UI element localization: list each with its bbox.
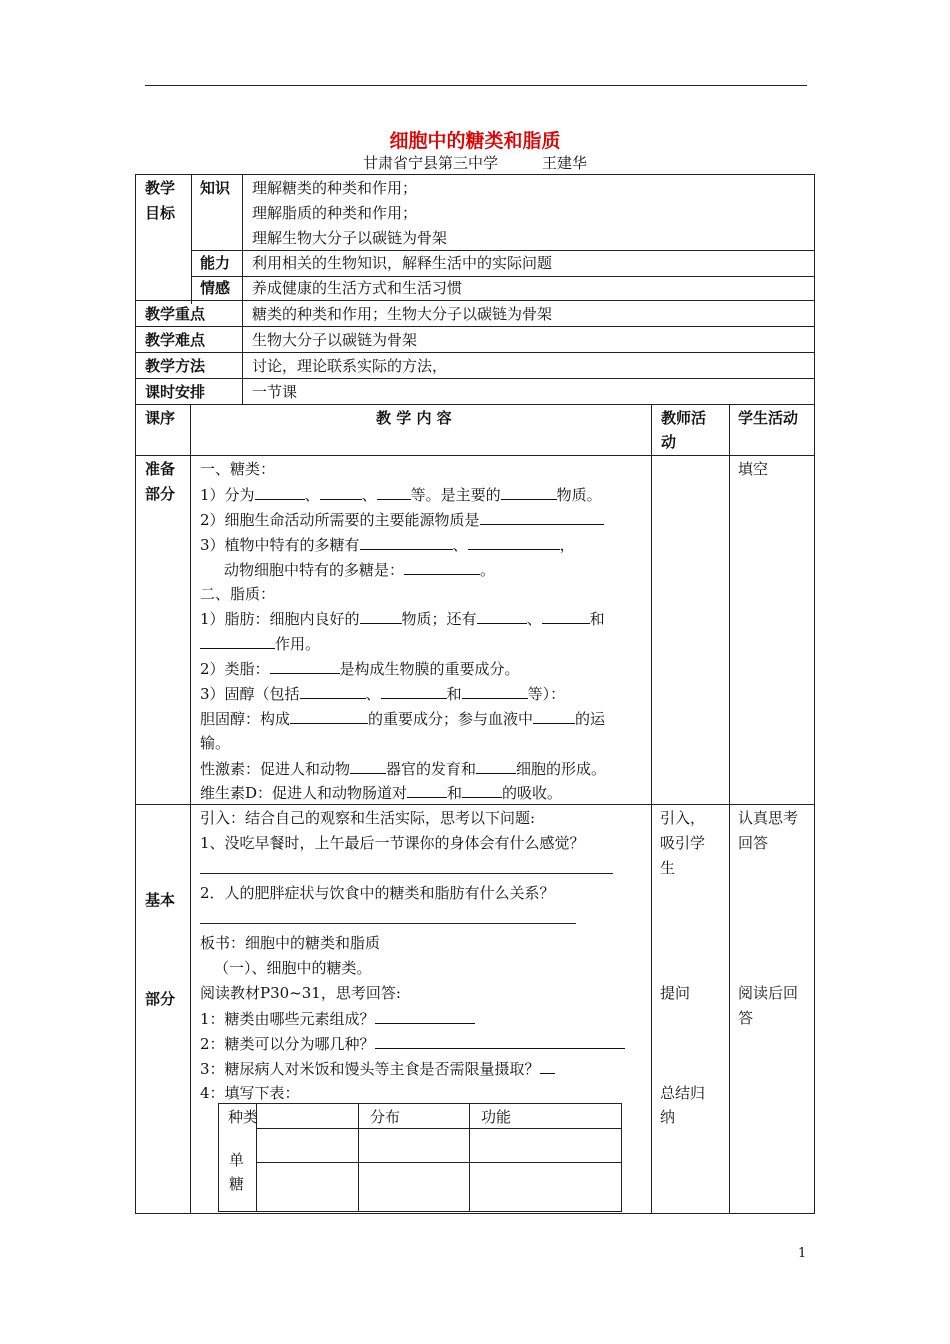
answer-line bbox=[200, 873, 613, 874]
prep-line: 3）植物中特有的多糖有 、 ， bbox=[200, 536, 575, 554]
prep-line: 胆固醇：构成 的重要成分；参与血液中 的运 bbox=[200, 710, 606, 728]
student-activity: 阅读后回 bbox=[738, 984, 799, 1002]
page-title: 细胞中的糖类和脂质 bbox=[389, 130, 561, 152]
prep-line: 2）细胞生命活动所需要的主要能源物质是 bbox=[200, 509, 604, 530]
prep-line: 二、脂质： bbox=[200, 585, 276, 603]
basic-line: 2．人的肥胖症状与饮食中的糖类和脂肪有什么关系？ bbox=[200, 884, 555, 902]
col-student: 学生活动 bbox=[738, 409, 799, 427]
basic-line: 3：糖尿病人对米饭和馒头等主食是否需限量摄取？ bbox=[200, 1058, 555, 1079]
student-activity: 答 bbox=[738, 1009, 754, 1027]
method-label: 教学方法 bbox=[145, 357, 206, 375]
basic-line: 2：糖类可以分为哪几种？ bbox=[200, 1033, 625, 1054]
col-order: 课序 bbox=[145, 409, 176, 427]
subtable-row-label-1: 单 bbox=[229, 1151, 245, 1169]
prep-line: 作用。 bbox=[200, 633, 320, 654]
school-name: 甘肃省宁县第三中学 bbox=[362, 154, 498, 172]
teacher-activity: 纳 bbox=[660, 1108, 676, 1126]
student-activity: 回答 bbox=[738, 834, 769, 852]
prep-line: 2）类脂： 是构成生物膜的重要成分。 bbox=[200, 660, 520, 678]
emotion-text: 养成健康的生活方式和生活习惯 bbox=[252, 279, 463, 297]
focus-label: 教学重点 bbox=[145, 305, 206, 323]
schedule-value: 一节课 bbox=[252, 383, 298, 401]
teacher-activity: 吸引学 bbox=[660, 834, 706, 852]
basic-line: 4：填写下表： bbox=[200, 1084, 300, 1102]
basic-line: 1、没吃早餐时，上午最后一节课你的身体会有什么感觉？ bbox=[200, 834, 585, 852]
student-activity: 认真思考 bbox=[738, 809, 799, 827]
schedule-label: 课时安排 bbox=[145, 383, 206, 401]
knowledge-line-3: 理解生物大分子以碳链为骨架 bbox=[252, 229, 448, 247]
prep-label-1: 准备 bbox=[145, 460, 176, 478]
ability-text: 利用相关的生物知识，解释生活中的实际问题 bbox=[252, 254, 553, 272]
basic-line: （一）、细胞中的糖类。 bbox=[214, 959, 372, 977]
basic-label-1: 基本 bbox=[145, 891, 176, 909]
page-number: 1 bbox=[798, 1246, 807, 1261]
knowledge-line-2: 理解脂质的种类和作用； bbox=[252, 204, 418, 222]
author-name: 王建华 bbox=[542, 154, 588, 172]
col-content: 教 学 内 容 bbox=[376, 409, 452, 427]
method-value: 讨论，理论联系实际的方法， bbox=[252, 357, 448, 375]
prep-line: 一、糖类： bbox=[200, 460, 276, 478]
basic-line: 板书：细胞中的糖类和脂质 bbox=[200, 934, 381, 952]
answer-line bbox=[200, 923, 576, 924]
basic-line: 1：糖类由哪些元素组成？ bbox=[200, 1008, 475, 1029]
subtable-header-type: 种类 bbox=[228, 1108, 259, 1126]
col-teacher-2: 动 bbox=[661, 433, 677, 451]
prep-line: 动物细胞中特有的多糖是： 。 bbox=[224, 561, 496, 579]
objectives-label-1: 教学 bbox=[145, 179, 176, 197]
difficulty-value: 生物大分子以碳链为骨架 bbox=[252, 331, 418, 349]
prep-line: 维生素D：促进人和动物肠道对 和 的吸收。 bbox=[200, 784, 563, 802]
subtable-row-label-2: 糖 bbox=[229, 1175, 245, 1193]
teacher-activity: 引入， bbox=[660, 809, 706, 827]
prep-line: 1）脂肪：细胞内良好的 物质；还有 、 和 bbox=[200, 610, 605, 628]
col-teacher-1: 教师活 bbox=[661, 409, 707, 427]
subtable-header-distribution: 分布 bbox=[370, 1108, 401, 1126]
emotion-label: 情感 bbox=[200, 279, 231, 297]
basic-line: 阅读教材P30~31，思考回答: bbox=[200, 984, 401, 1002]
objectives-label-2: 目标 bbox=[145, 204, 176, 222]
basic-label-2: 部分 bbox=[145, 990, 176, 1008]
header-rule bbox=[145, 85, 807, 86]
prep-line: 3）固醇（包括 、 和 等）： bbox=[200, 685, 566, 703]
subtable-header-function: 功能 bbox=[481, 1108, 512, 1126]
teacher-activity: 提问 bbox=[660, 984, 691, 1002]
subtitle bbox=[0, 152, 950, 173]
difficulty-label: 教学难点 bbox=[145, 331, 206, 349]
focus-value: 糖类的种类和作用；生物大分子以碳链为骨架 bbox=[252, 305, 553, 323]
ability-label: 能力 bbox=[200, 254, 231, 272]
knowledge-label: 知识 bbox=[200, 179, 231, 197]
prep-label-2: 部分 bbox=[145, 485, 176, 503]
prep-student: 填空 bbox=[738, 460, 769, 478]
basic-line: 引入：结合自己的观察和生活实际，思考以下问题: bbox=[200, 809, 536, 827]
prep-line: 性激素：促进人和动物 器官的发育和 细胞的形成。 bbox=[200, 760, 607, 778]
teacher-activity: 生 bbox=[660, 859, 676, 877]
prep-line: 输。 bbox=[200, 734, 231, 752]
prep-line: 1）分为 、 、 等。是主要的 物质。 bbox=[200, 486, 602, 504]
knowledge-line-1: 理解糖类的种类和作用； bbox=[252, 179, 418, 197]
teacher-activity: 总结归 bbox=[660, 1084, 706, 1102]
